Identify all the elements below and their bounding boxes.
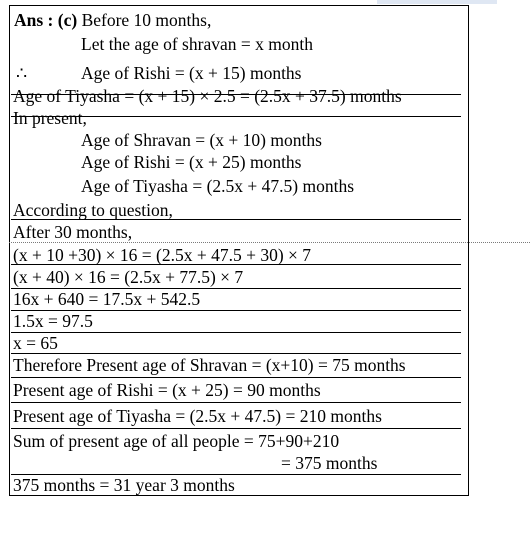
text-line: 16x + 640 = 17.5x + 542.5 <box>13 289 201 309</box>
text-line: Therefore Present age of Shravan = (x+10) = 75 months <box>13 355 406 375</box>
text-line: Sum of present age of all people = 75+90+210 <box>13 431 340 451</box>
text-line: In present, <box>13 108 87 128</box>
row-divider <box>11 377 461 378</box>
row-divider <box>11 353 461 354</box>
row-divider <box>11 402 461 403</box>
text-line: Age of Tiyasha = (x + 15) × 2.5 = (2.5x + 37.5) months <box>13 86 402 106</box>
text-line: 375 months = 31 year 3 months <box>13 475 235 495</box>
text-line: After 30 months, <box>13 222 133 242</box>
header-highlight <box>377 0 497 4</box>
text-line: Age of Rishi = (x + 25) months <box>81 152 302 172</box>
text-line: Age of Rishi = (x + 15) months <box>81 63 302 83</box>
answer-label-line: Ans : (c) Before 10 months, <box>14 10 212 30</box>
row-divider <box>11 428 461 429</box>
text-line: = 375 months <box>281 453 378 473</box>
text-line: Age of Shravan = (x + 10) months <box>81 130 322 150</box>
text-line: Present age of Rishi = (x + 25) = 90 months <box>13 380 321 400</box>
text-line: (x + 10 +30) × 16 = (2.5x + 47.5 + 30) × 7 <box>13 245 312 265</box>
therefore-symbol: ∴ <box>16 63 28 83</box>
text-line: (x + 40) × 16 = (2.5x + 77.5) × 7 <box>13 267 244 287</box>
text-line: x = 65 <box>13 333 58 353</box>
text-line: Let the age of shravan = x month <box>81 34 313 54</box>
text-line: According to question, <box>13 200 173 220</box>
row-divider <box>11 332 461 333</box>
text-line: 1.5x = 97.5 <box>13 311 93 331</box>
text-line: Age of Tiyasha = (2.5x + 47.5) months <box>81 176 355 196</box>
text-line: Present age of Tiyasha = (2.5x + 47.5) = 210 months <box>13 406 382 426</box>
dotted-divider <box>9 242 530 243</box>
